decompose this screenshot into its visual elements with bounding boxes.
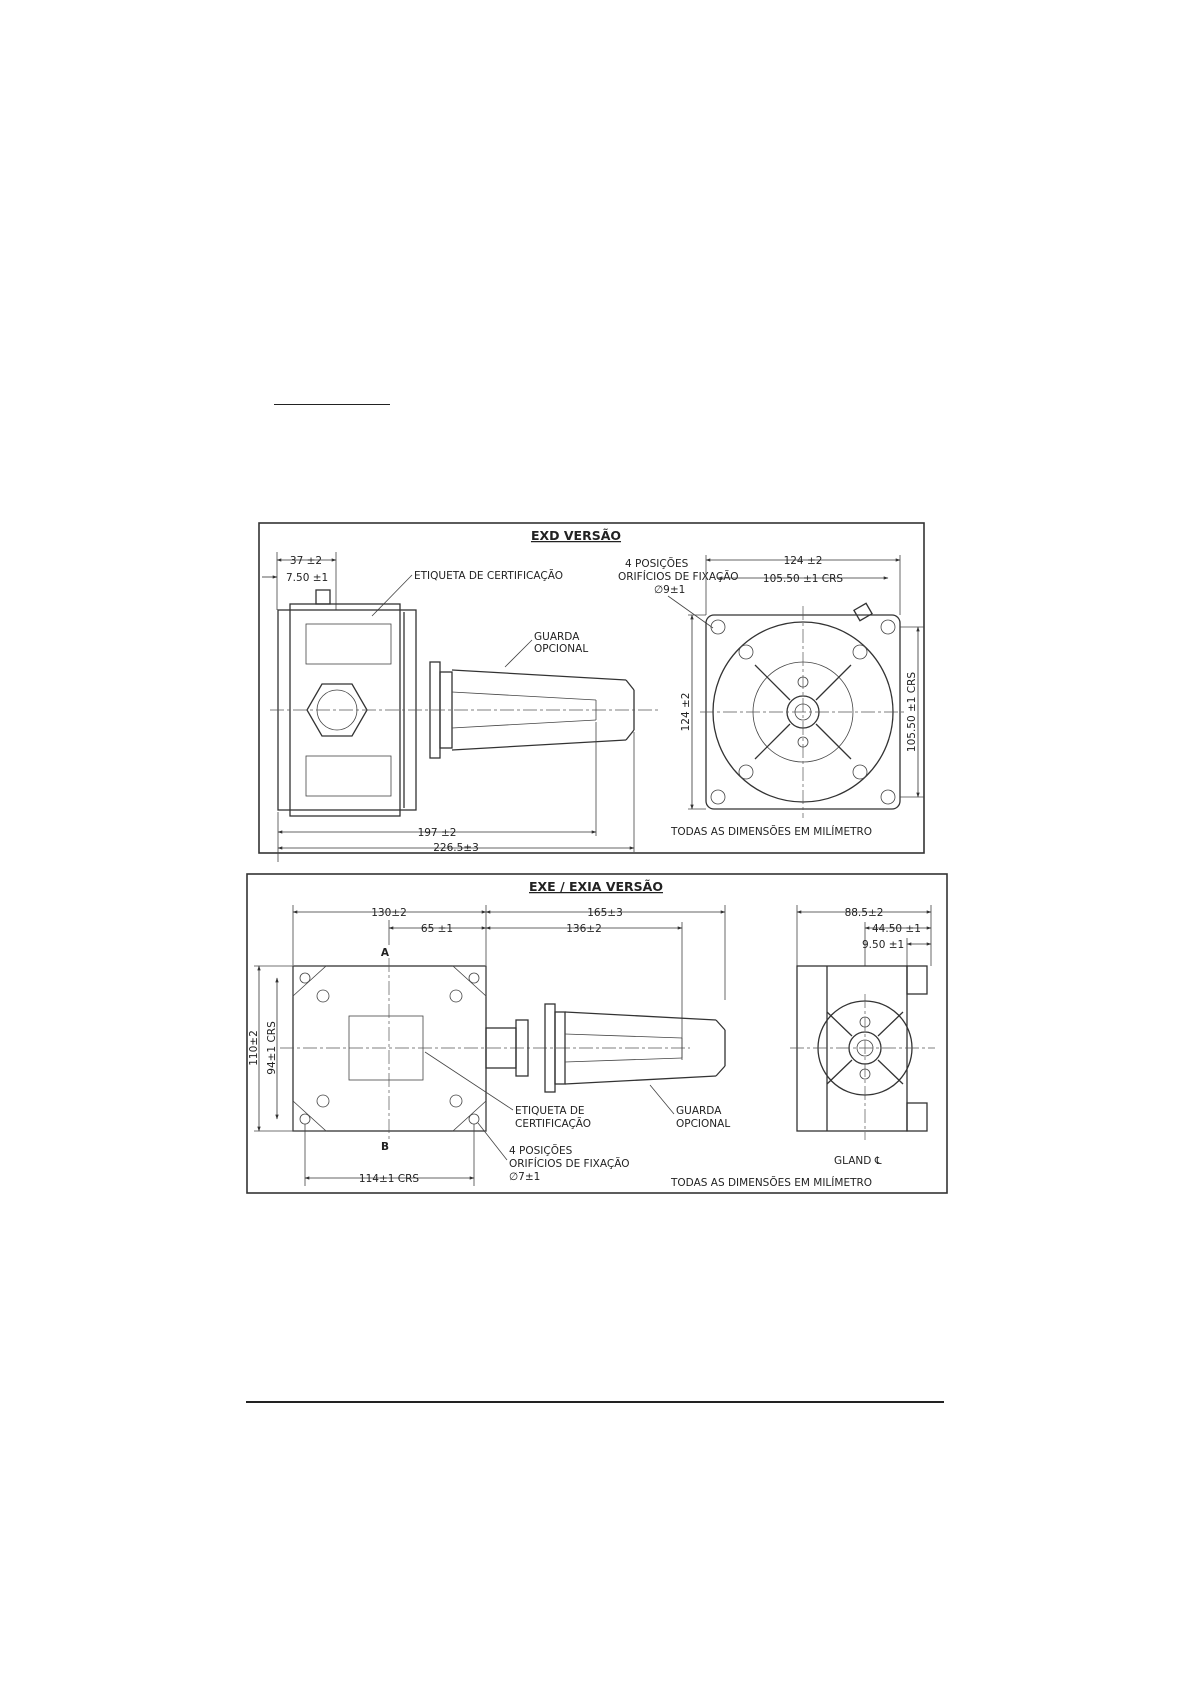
exe-label-gland: GLAND ℄ (834, 1155, 882, 1167)
exd-dim-37: 37 ±2 (289, 555, 323, 567)
exe-dim-136: 136±2 (566, 923, 602, 935)
exe-label-cert-1: ETIQUETA DE (515, 1105, 585, 1117)
exe-label-a: A (380, 947, 390, 959)
exd-label-guard-1: GUARDA (534, 631, 580, 643)
exd-label-positions-2: ORIFÍCIOS DE FIXAÇÃO (618, 571, 739, 583)
exd-note: TODAS AS DIMENSÕES EM MILÍMETRO (671, 826, 873, 838)
exd-label-guard-2: OPCIONAL (534, 643, 589, 655)
exe-title: EXE / EXIA VERSÃO (529, 879, 663, 894)
exd-dim-7-50: 7.50 ±1 (286, 572, 329, 584)
exe-dim-65: 65 ±1 (420, 923, 454, 935)
exe-dim-9-50: 9.50 ±1 (862, 939, 905, 951)
exe-dim-130: 130±2 (371, 907, 407, 919)
exd-dim-124-side: 124 ±2 (680, 692, 692, 732)
exe-label-positions-3: ∅7±1 (509, 1171, 541, 1183)
exe-frame (247, 874, 947, 1193)
page-footer-rule (246, 1401, 944, 1403)
exd-label-positions-3: ∅9±1 (654, 584, 686, 596)
exd-label-positions-1: 4 POSIÇÕES (625, 558, 689, 570)
exe-dim-110: 110±2 (248, 1030, 260, 1066)
exd-title: EXD VERSÃO (530, 528, 622, 543)
exe-dim-94: 94±1 CRS (266, 1021, 278, 1075)
exd-dim-197: 197 ±2 (417, 827, 457, 839)
exd-label-cert: ETIQUETA DE CERTIFICAÇÃO (414, 570, 563, 582)
exe-dim-165: 165±3 (587, 907, 623, 919)
exe-label-guard-2: OPCIONAL (676, 1118, 731, 1130)
exd-dim-105-side: 105.50 ±1 CRS (906, 671, 918, 753)
exd-panel (259, 523, 924, 862)
exe-label-positions-2: ORIFÍCIOS DE FIXAÇÃO (509, 1158, 630, 1170)
exe-dim-88: 88.5±2 (844, 907, 884, 919)
exe-dim-44: 44.50 ±1 (872, 923, 921, 935)
exe-panel (247, 874, 947, 1193)
exe-label-cert-2: CERTIFICAÇÃO (515, 1118, 592, 1130)
exe-label-b: B (380, 1141, 390, 1153)
exe-dim-114: 114±1 CRS (358, 1173, 420, 1185)
exd-dim-124-top: 124 ±2 (783, 555, 823, 567)
exe-label-positions-1: 4 POSIÇÕES (509, 1145, 573, 1157)
exd-dim-105-top: 105.50 ±1 CRS (762, 573, 844, 585)
exe-label-guard-1: GUARDA (676, 1105, 722, 1117)
exe-note: TODAS AS DIMENSÕES EM MILÍMETRO (671, 1177, 873, 1189)
exd-dim-226: 226.5±3 (433, 842, 479, 854)
